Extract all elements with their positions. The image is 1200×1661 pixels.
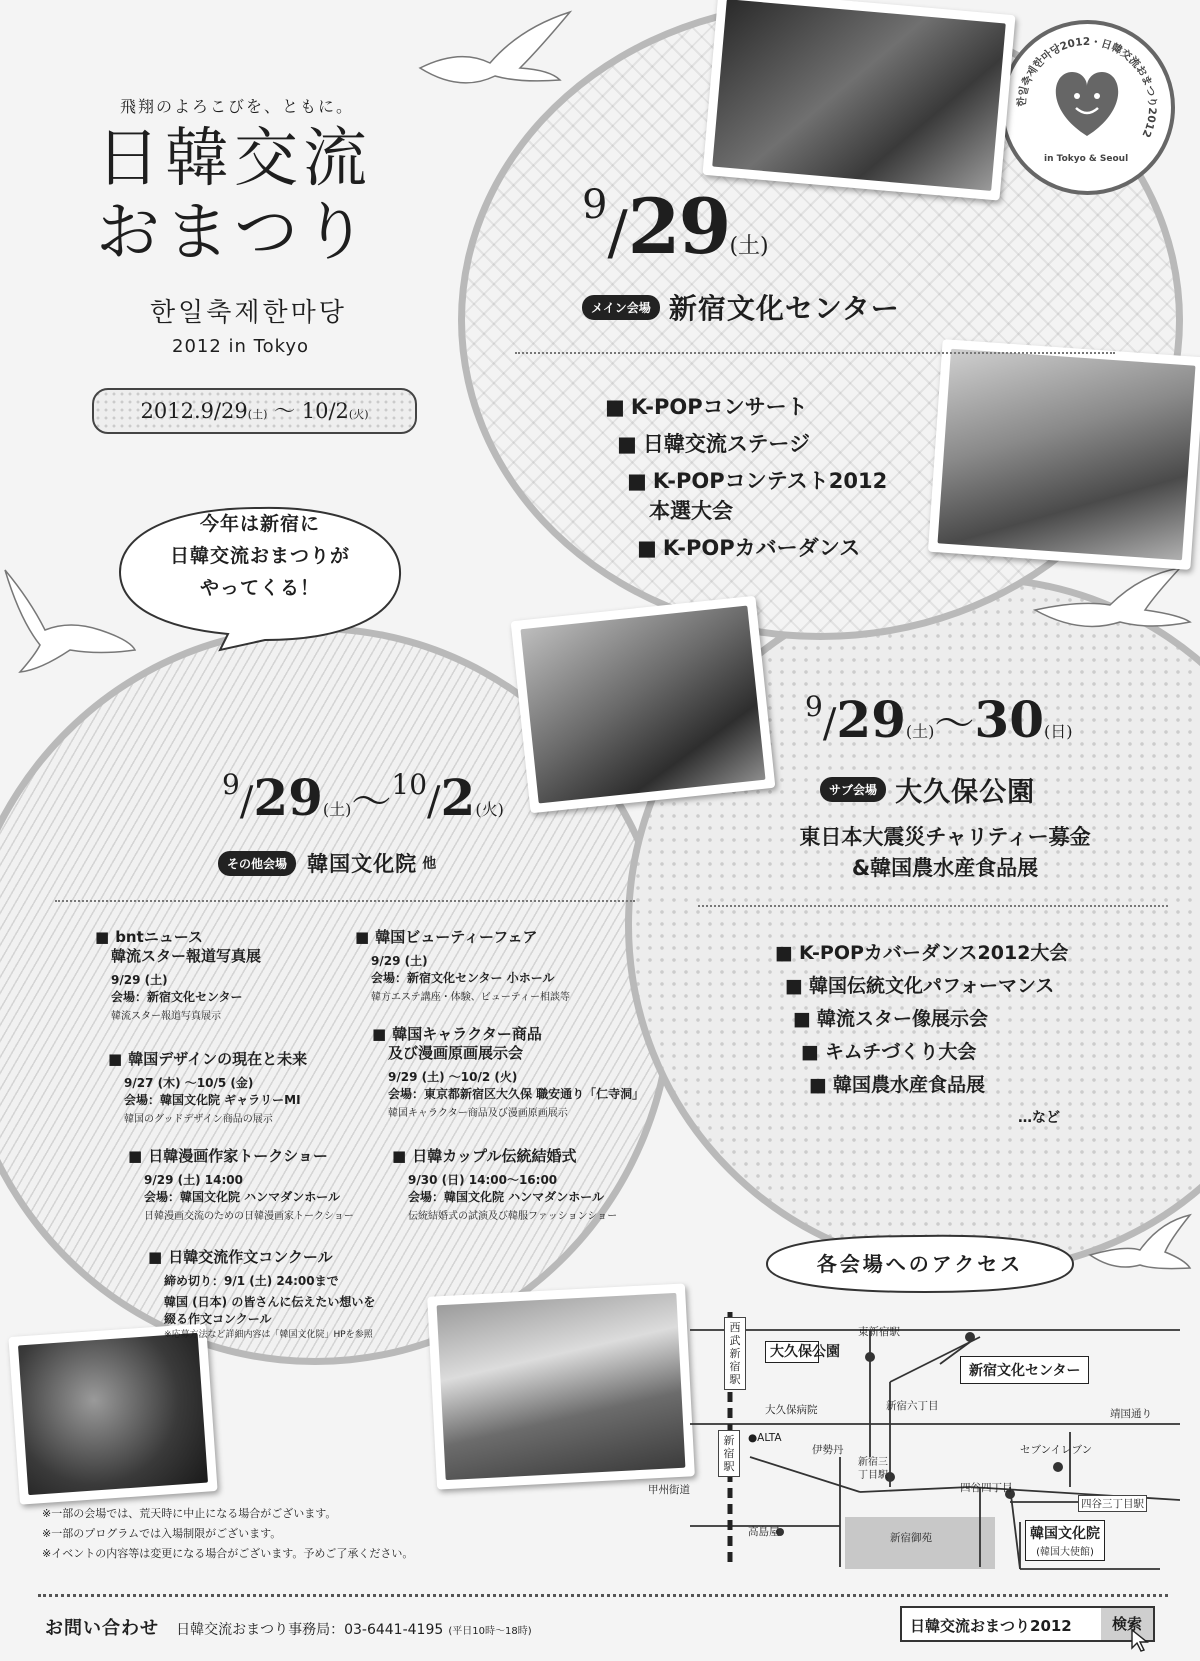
map-shinjuku-6: 新宿六丁目	[886, 1400, 939, 1412]
sub-venue-tag: サブ会場	[820, 777, 886, 802]
event-block: ■ 日韓交流作文コンクール 締め切り：9/1 (土) 24:00まで 韓国 (日本) の皆さんに伝えたい想いを 綴る作文コンクール ※応募方法など詳細内容は「韓国文化院」HPを参照	[148, 1248, 375, 1343]
event-block: ■ 韓国デザインの現在と未来 9/27 (木) 〜10/5 (金) 会場：韓国文化院 ギャラリーMI 韓国のグッドデザイン商品の展示	[108, 1050, 307, 1127]
sub-venue-name: サブ会場 大久保公園	[820, 770, 1035, 809]
sub-venue-items	[775, 937, 1068, 1102]
map-isetan: 伊勢丹	[812, 1444, 844, 1456]
map-sanchome: 新宿三丁目駅	[858, 1457, 888, 1481]
contact: お問い合わせ 日韓交流おまつり事務局：03-6441-4195 (平日10時〜18時)	[45, 1618, 532, 1639]
sub-venue-headline: 東日本大震災チャリティー募金 &韓国農水産食品展	[799, 825, 1091, 880]
etc-label: …など	[1018, 1110, 1060, 1126]
title-line-2: おまつり	[96, 196, 372, 270]
main-venue-date: 9/29(土)	[582, 182, 769, 271]
speech-bubble: 今年は新宿に 日韓交流おまつりが やってくる！	[169, 513, 350, 599]
search-button[interactable]: 検索	[1101, 1608, 1153, 1640]
map-higashi-shinjuku: 東新宿駅	[858, 1326, 900, 1338]
map-shinjuku-bunka: 新宿文化センター	[960, 1356, 1089, 1384]
event-block: ■ 日韓漫画作家トークショー 9/29 (土) 14:00 会場：韓国文化院 ハンマダンホール 日韓漫画交流のための日韓漫画家トークショー	[128, 1147, 354, 1224]
title-line-1: 日韓交流	[96, 122, 372, 196]
list-item: ■ K-POPコンサート	[605, 392, 887, 422]
map-okubo-hospital: 大久保病院	[765, 1404, 818, 1416]
map-shinjuku-station: 新宿駅	[718, 1430, 740, 1477]
event-block: ■ 韓国キャラクター商品 及び漫画原画展示会 9/29 (土) 〜10/2 (火) 会場：東京都新宿区大久保 職安通り「仁寺洞」 韓国キャラクター商品及び漫画原画展示	[372, 1025, 644, 1121]
event-block: ■ 韓国ビューティーフェア 9/29 (土) 会場：新宿文化センター 小ホール 韓方エステ講座・体験、ビューティー相談等	[355, 928, 570, 1005]
sub-venue-date: 9/29(土)〜30(日)	[805, 690, 1073, 749]
photo-traditional-performance	[427, 1283, 695, 1489]
list-item: ■ K-POPカバーダンス2012大会	[775, 937, 1068, 970]
map-seibu-station: 西武新宿駅	[724, 1317, 746, 1390]
badge-ring-text: 한일축제한마당2012・日韓交流おまつり2012	[1015, 35, 1159, 140]
photo-kpop-stage	[928, 339, 1200, 570]
notes: ※一部の会場では、荒天時に中止になる場合がございます。 ※一部のプログラムでは入場制限がございます。 ※イベントの内容等は変更になる場合がございます。予めご了承ください。	[42, 1507, 414, 1560]
other-venue-tag: その他会場	[218, 851, 296, 876]
list-item-cont: 本選大会	[649, 499, 733, 523]
tagline: 飛翔のよろこびを、ともに。	[120, 97, 355, 116]
list-item: ■ 韓流スター像展示会	[793, 1003, 1068, 1036]
heart-logo-icon	[1004, 24, 1171, 191]
dove-icon	[1085, 1210, 1195, 1290]
map-takashimaya: 高島屋	[748, 1526, 780, 1538]
main-venue-items	[605, 392, 887, 563]
list-item: ■ 日韓交流ステージ	[617, 429, 887, 459]
other-venue-date: 9/29(土)〜10/2(火)	[222, 768, 504, 827]
search-box[interactable]	[900, 1606, 1155, 1642]
list-item: ■ K-POPカバーダンス	[637, 533, 887, 563]
main-venue-tag: メイン会場	[582, 295, 660, 320]
cursor-icon	[1130, 1628, 1150, 1654]
list-item: ■ K-POPコンテスト2012	[627, 466, 887, 496]
footer-divider	[38, 1594, 1168, 1597]
access-title: 各会場へのアクセス	[816, 1252, 1024, 1276]
logo-badge	[1000, 20, 1175, 195]
map-okubo-park: 大久保公園	[765, 1341, 819, 1363]
event-period: 2012.9/29(土) 〜 10/2(火)	[92, 388, 417, 434]
page-title	[96, 122, 372, 270]
list-item: ■ 韓国農水産食品展	[809, 1069, 1068, 1102]
divider	[698, 905, 1168, 907]
event-block: ■ bntニュース 韓流スター報道写真展 9/29 (土) 会場：新宿文化センター 韓流スター報道写真展示	[95, 928, 261, 1024]
photo-dance-hall	[8, 1323, 217, 1504]
list-item: ■ 韓国伝統文化パフォーマンス	[785, 970, 1068, 1003]
map-yotsuya-3: 四谷三丁目駅	[1078, 1495, 1147, 1512]
divider	[55, 900, 635, 902]
map-yotsuya-4: 四谷四丁目	[960, 1482, 1013, 1494]
subtitle: 2012 in Tokyo	[172, 336, 310, 357]
map-gyoen: 新宿御苑	[890, 1532, 932, 1544]
divider	[515, 352, 1115, 354]
map-yasukuni: 靖国通り	[1110, 1408, 1152, 1420]
map-seven-eleven: セブンイレブン	[1020, 1444, 1093, 1456]
korean-title: 한일축제한마당	[150, 298, 347, 328]
badge-sub-text: in Tokyo & Seoul	[1044, 154, 1129, 164]
search-input[interactable]: 日韓交流おまつり2012	[910, 1617, 1072, 1635]
map-koshu: 甲州街道	[648, 1484, 690, 1496]
photo-stage-dance	[702, 0, 1015, 201]
list-item: ■ キムチづくり大会	[801, 1036, 1068, 1069]
main-venue-name: メイン会場 新宿文化センター	[582, 287, 900, 327]
dove-icon	[400, 8, 590, 98]
other-venue-name: その他会場 韓国文化院 他	[218, 848, 436, 878]
photo-parade	[511, 596, 776, 814]
event-block: ■ 日韓カップル伝統結婚式 9/30 (日) 14:00〜16:00 会場：韓国文化院 ハンマダンホール 伝統結婚式の試演及び韓服ファッションショー	[392, 1147, 617, 1224]
map-alta: ●ALTA	[748, 1432, 782, 1444]
map-kcc: 韓国文化院 (韓国大使館)	[1025, 1520, 1105, 1561]
dove-icon	[1030, 560, 1200, 640]
